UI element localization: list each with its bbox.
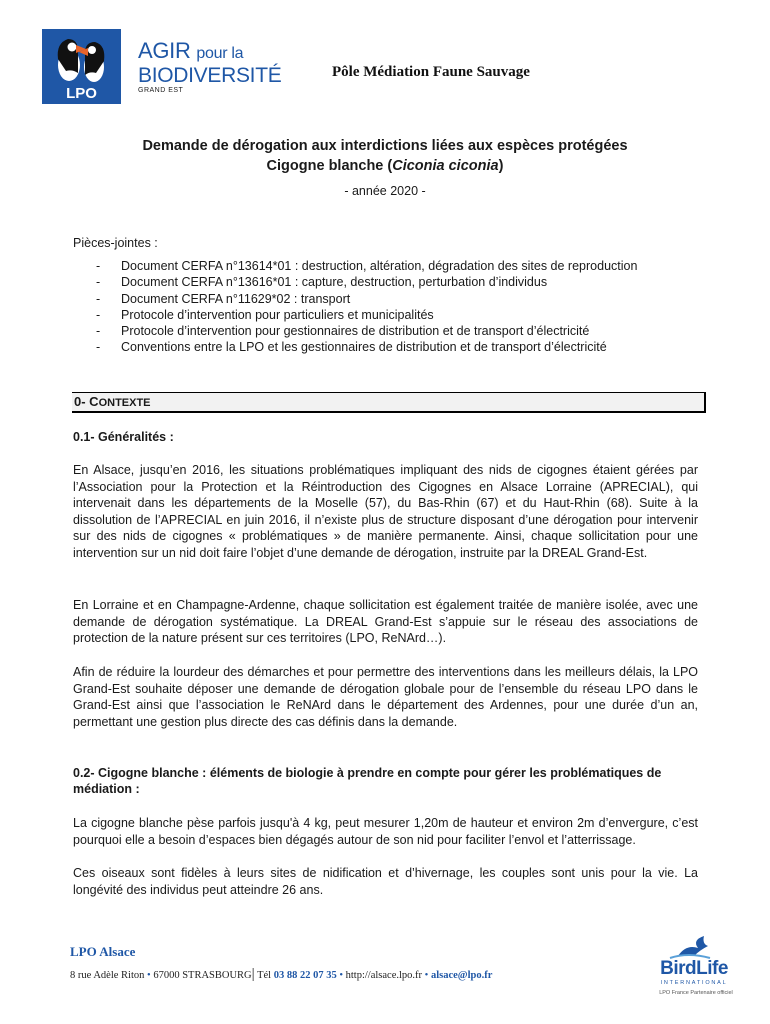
birdlife-name: BirdLife [660, 958, 728, 979]
list-item: - Document CERFA n°11629*02 : transport [96, 291, 351, 306]
bullet-icon: • [147, 970, 151, 981]
subheading-cigogne-biologie: 0.2- Cigogne blanche : éléments de biologie à prendre en compte pour gérer les problématiques de médiation : [73, 766, 662, 796]
footer-phone[interactable]: 03 88 22 07 35 [273, 970, 337, 981]
list-item: - Protocole d’intervention pour particuliers et municipalités [96, 307, 434, 322]
pour-la-text: pour la [196, 45, 244, 62]
agir-biodiversite-logo [138, 40, 288, 94]
paragraph: La cigogne blanche pèse parfois jusqu'à 4 kg, peut mesurer 1,20m de hauteur et environ 2m d’envergure, c’est pourquoi elle a besoin d’espaces bien dégagés autour de son nid pour faciliter l’envol et l’atterrissage. [73, 816, 698, 847]
section-number: 0- C [74, 394, 99, 409]
attachment-text: Conventions entre la LPO et les gestionnaires de distribution et de transport d’électricité [121, 340, 607, 355]
bird-icon [648, 934, 740, 960]
footer-tel-label: Tél [257, 970, 272, 981]
subtitle-suffix: ) [498, 158, 504, 174]
pole-title: Pôle Médiation Faune Sauvage [332, 64, 530, 80]
birdlife-partner: LPO France Partenaire officiel [659, 990, 733, 996]
paragraph: Ces oiseaux sont fidèles à leurs sites de nidification et d’hivernage, les couples sont unis pour la vie. La longévité des individus peut atteindre 26 ans. [73, 866, 698, 897]
biodiversite-text: BIODIVERSITÉ [138, 64, 282, 87]
list-item: - Document CERFA n°13614*01 : destruction, altération, dégradation des sites de reproduction [96, 259, 638, 273]
document-title: Demande de dérogation aux interdictions liées aux espèces protégées [142, 138, 628, 154]
list-item: - Protocole d’intervention pour gestionnaires de distribution et de transport d’électricité [96, 324, 590, 339]
attachments-list [96, 258, 637, 356]
lpo-logo [42, 29, 121, 104]
footer-city: 67000 STRASBOURG [153, 970, 252, 981]
subtitle-prefix: Cigogne blanche ( [266, 158, 393, 174]
agir-text: AGIR [138, 38, 191, 63]
lpo-logo-text: LPO [66, 85, 97, 102]
footer-address [70, 966, 492, 983]
paragraph: En Alsace, jusqu’en 2016, les situations problématiques impliquant des nids de cigognes étaient gérées par l’Association pour la Protection et la Réintroduction des Cigognes en Alsace Lorraine (APRECIAL), qui intervenait dans les départements de la Moselle (57), du Bas-Rhin (67) et du Haut-Rhin (68). Suite à la dissolution de l’APRECIAL en juin 2016, il n’existe plus de structure disposant d’une dérogation pour intervenir sur des nids de cigognes « problématiques » de manière permanente. Ainsi, chaque sollicitation pour une intervention sur un nid doit faire l’objet d’une demande de dérogation, instruite par la DREAL Grand-Est. [73, 463, 698, 560]
attachment-text: Protocole d’intervention pour gestionnaires de distribution et de transport d’électricité [121, 324, 590, 339]
bullet-icon: • [424, 970, 429, 981]
attachment-text: Document CERFA n°11629*02 : transport [121, 291, 351, 306]
list-item: - Conventions entre la LPO et les gestionnaires de distribution et de transport d’électricité [96, 340, 607, 355]
grand-est-text: GRAND EST [138, 87, 184, 94]
section-title: ONTEXTE [98, 397, 151, 409]
attachment-text: Document CERFA n°13616*01 : capture, destruction, perturbation d’individus [121, 275, 548, 290]
attachment-text: Document CERFA n°13614*01 : destruction, altération, dégradation des sites de reproduction [121, 259, 638, 273]
paragraph: Afin de réduire la lourdeur des démarches et pour permettre des interventions dans les meilleurs délais, la LPO Grand-Est souhaite déposer une demande de dérogation globale pour de l’ensemble du réseau LPO dans le Grand-Est ainsi que l’association le ReNArd dans le département des Ardennes, pour une durée d’un an, permettant une gestion plus directe des cas définis dans la demande. [73, 665, 698, 729]
bullet-icon: • [339, 970, 344, 981]
birdlife-logo [648, 934, 740, 996]
footer-street: 8 rue Adèle Riton [70, 970, 145, 981]
subheading-generalites: 0.1- Généralités : [73, 430, 174, 444]
birdlife-international: INTERNATIONAL [660, 980, 728, 986]
separator: | [251, 966, 255, 982]
section-heading-contexte [72, 392, 706, 413]
document-subtitle [0, 158, 770, 174]
footer-email-link[interactable]: alsace@lpo.fr [430, 970, 493, 981]
paragraph: En Lorraine et en Champagne-Ardenne, chaque sollicitation est également traitée de manière isolée, avec une demande de dérogation systématique. La DREAL Grand-Est s’appuie sur le réseau des associations de protection de la nature présent sur ces territoires (LPO, ReNArd…). [73, 598, 698, 645]
attachment-text: Protocole d’intervention pour particuliers et municipalités [121, 307, 434, 322]
footer-website-link[interactable]: http://alsace.lpo.fr [345, 970, 423, 981]
attachments-label: Pièces-jointes : [73, 236, 158, 250]
subtitle-latin-name: Ciconia ciconia [392, 158, 499, 174]
footer-org-name: LPO Alsace [70, 944, 136, 959]
list-item: - Document CERFA n°13616*01 : capture, destruction, perturbation d’individus [96, 275, 548, 290]
document-year: - année 2020 - [344, 184, 426, 198]
puffin-icon [42, 29, 121, 104]
